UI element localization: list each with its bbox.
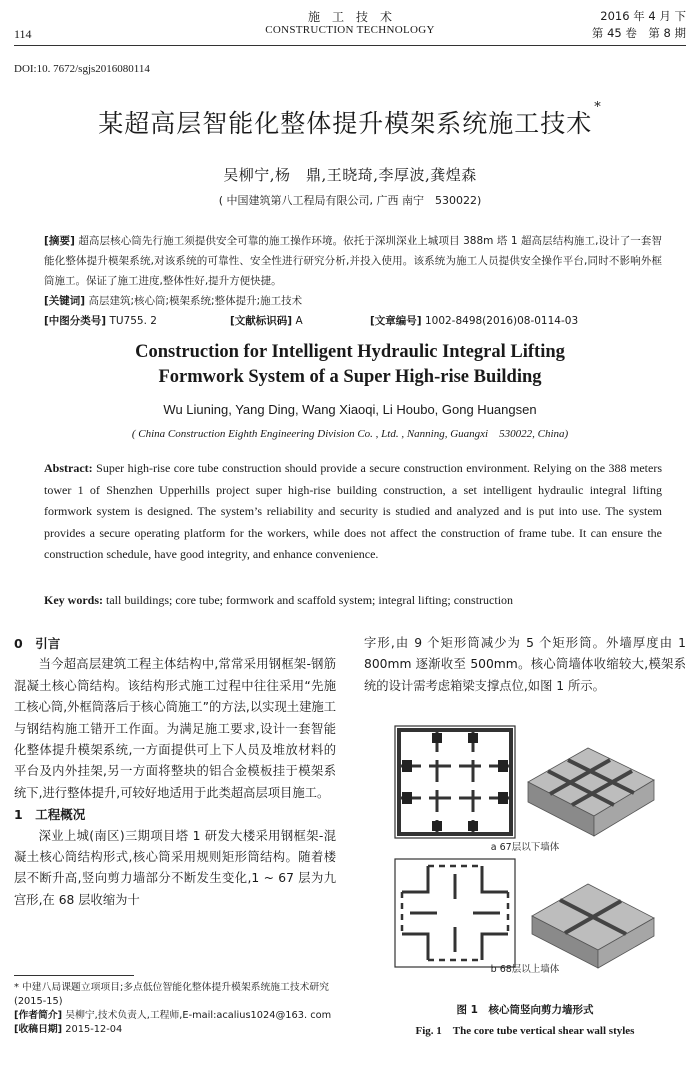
footnote-rule bbox=[14, 975, 134, 976]
title-cn bbox=[0, 100, 700, 140]
keywords-cn-text: 高层建筑;核心筒;模架系统;整体提升;施工技术 bbox=[88, 295, 303, 307]
doc-label: [文献标识码] bbox=[230, 315, 293, 327]
abstract-en-label: Abstract: bbox=[44, 461, 93, 475]
figure-caption-cn: 图 1 核心筒竖向剪力墙形式 bbox=[456, 1004, 594, 1016]
authors-en: Wu Liuning, Yang Ding, Wang Xiaoqi, Li Houbo, Gong Huangsen bbox=[163, 402, 537, 417]
header-rule bbox=[14, 45, 686, 46]
title-en-line-1: Construction for Intelligent Hydraulic Integral Lifting bbox=[135, 342, 565, 362]
iso-a bbox=[528, 748, 654, 836]
title-en-line-2: Formwork System of a Super High-rise Building bbox=[158, 367, 542, 387]
caption-b: b 68层以上墙体 bbox=[490, 964, 560, 974]
footnote-fund: * 中建八局课题立项项目;多点低位智能化整体提升模架系统施工技术研究(2015-15) bbox=[14, 982, 330, 1007]
journal-name-en: CONSTRUCTION TECHNOLOGY bbox=[265, 24, 435, 36]
figure-caption-en: Fig. 1 The core tube vertical shear wall styles bbox=[415, 1025, 635, 1037]
page-number: 114 bbox=[14, 27, 32, 41]
doi: DOI:10. 7672/sgjs2016080114 bbox=[14, 63, 150, 75]
doc-value: A bbox=[295, 315, 303, 327]
title-en bbox=[0, 340, 700, 390]
footnotes bbox=[14, 981, 336, 1037]
article-label: [文章编号] bbox=[370, 315, 422, 327]
plan-b bbox=[395, 859, 515, 967]
plan-a bbox=[395, 726, 515, 838]
keywords-cn-label: [关键词] bbox=[44, 295, 86, 307]
keywords-cn bbox=[44, 291, 662, 311]
article-value: 1002-8498(2016)08-0114-03 bbox=[424, 315, 579, 327]
journal-name-cn: 施 工 技 术 bbox=[307, 10, 392, 24]
abstract-cn-text: 超高层核心筒先行施工须提供安全可靠的施工操作环境。依托于深圳深业上城项目 388m 塔 1 超高层结构施工,设计了一套智能化整体提升模架系统,对该系统的可靠性、安全性进行研究分析,并投入使用。该系统为施工人员提供安全操作平台,同时不影响外框筒施工。保证了施工进度,整体性好,提升方便快捷。 bbox=[44, 235, 662, 287]
footnote-received-label: [收稿日期] bbox=[14, 1024, 63, 1035]
title-cn-text: 某超高层智能化整体提升模架系统施工技术 bbox=[98, 109, 593, 138]
keywords-en-label: Key words: bbox=[44, 593, 103, 607]
authors-cn: 吴柳宁,杨 鼎,王晓琦,李厚波,龚煌森 bbox=[223, 166, 477, 184]
issue-date: 2016 年 4 月 下 bbox=[600, 9, 686, 23]
figure-1-graphics bbox=[392, 724, 658, 974]
section-1-paragraph: 深业上城(南区)三期项目塔 1 研发大楼采用钢框架-混凝土核心筒结构形式,核心筒采用规则矩形筒结构。随着楼层不断升高,竖向剪力墙部分不断发生变化,1 ~ 67 层为九宫形,在 68 层收缩为十 bbox=[14, 828, 336, 907]
doc-code bbox=[230, 311, 303, 331]
abstract-cn-label: [摘要] bbox=[44, 235, 75, 247]
keywords-en-text: tall buildings; core tube; formwork and scaffold system; integral lifting; construction bbox=[106, 593, 514, 607]
abstract-en bbox=[44, 458, 662, 566]
section-1-heading: 1 工程概况 bbox=[14, 807, 86, 823]
title-footnote-mark: * bbox=[594, 100, 602, 115]
right-column bbox=[364, 633, 686, 697]
footnote-author bbox=[14, 1009, 336, 1023]
section-0-heading: 0 引言 bbox=[14, 636, 61, 651]
article-code bbox=[370, 311, 578, 331]
section-0-paragraph: 当今超高层建筑工程主体结构中,常常采用钢框架-钢筋混凝土核心筒结构。该结构形式施工过程中往往采用“先施工核心筒,外框筒落后于核心筒施工”的方法,以实现土建施工与钢结构施工错开工作面。为满足施工要求,设计一套智能化整体提升模架系统,一方面提供可上下人员及堆放材料的平台及内外挂架,另一方面将整块的铝合金模板挂于模架系统下,进行整体提升,可较好地适用于此类超高层项目施工。 bbox=[14, 657, 336, 800]
footnote-received bbox=[14, 1023, 336, 1037]
clc-label: [中图分类号] bbox=[44, 315, 107, 327]
issue-volume: 第 45 卷 第 8 期 bbox=[591, 26, 686, 40]
iso-b bbox=[532, 884, 654, 968]
clc-value: TU755. 2 bbox=[109, 315, 157, 327]
footnote-received-text: 2015-12-04 bbox=[65, 1024, 123, 1035]
keywords-en bbox=[44, 590, 662, 612]
footnote-author-label: [作者简介] bbox=[14, 1010, 63, 1021]
right-column-paragraph: 字形,由 9 个矩形筒减少为 5 个矩形筒。外墙厚度由 1 800mm 逐渐收至 500mm。核心筒墙体收缩较大,模架系统的设计需考虑箱梁支撑点位,如图 1 所示。 bbox=[364, 636, 686, 693]
caption-a: a 67层以下墙体 bbox=[490, 842, 560, 853]
left-column bbox=[14, 633, 336, 911]
clc-code bbox=[44, 311, 157, 331]
affiliation-cn: ( 中国建筑第八工程局有限公司, 广西 南宁 530022) bbox=[218, 194, 482, 207]
affiliation-en: ( China Construction Eighth Engineering Division Co. , Ltd. , Nanning, Guangxi 530022, China) bbox=[131, 428, 569, 440]
abstract-en-text: Super high-rise core tube construction should provide a secure construction environment. Relying on the 388 meters tower 1 of Shenzhen Upperhills project super high-rise building construction, a set intelligent hydraulic integral lifting formwork system is designed. The system’s reliability and security is studied and analyzed and is put into use. The system provides a secure operating platform for the workers, while does not affect the construction of frame tube. It can ensure the construction schedule, have good integrity, and enhance convenience. bbox=[44, 461, 663, 562]
footnote-author-text: 吴柳宁,技术负责人,工程师,E-mail:acalius1024@163. com bbox=[65, 1010, 332, 1021]
abstract-cn bbox=[44, 231, 662, 291]
figure-1 bbox=[392, 724, 658, 974]
